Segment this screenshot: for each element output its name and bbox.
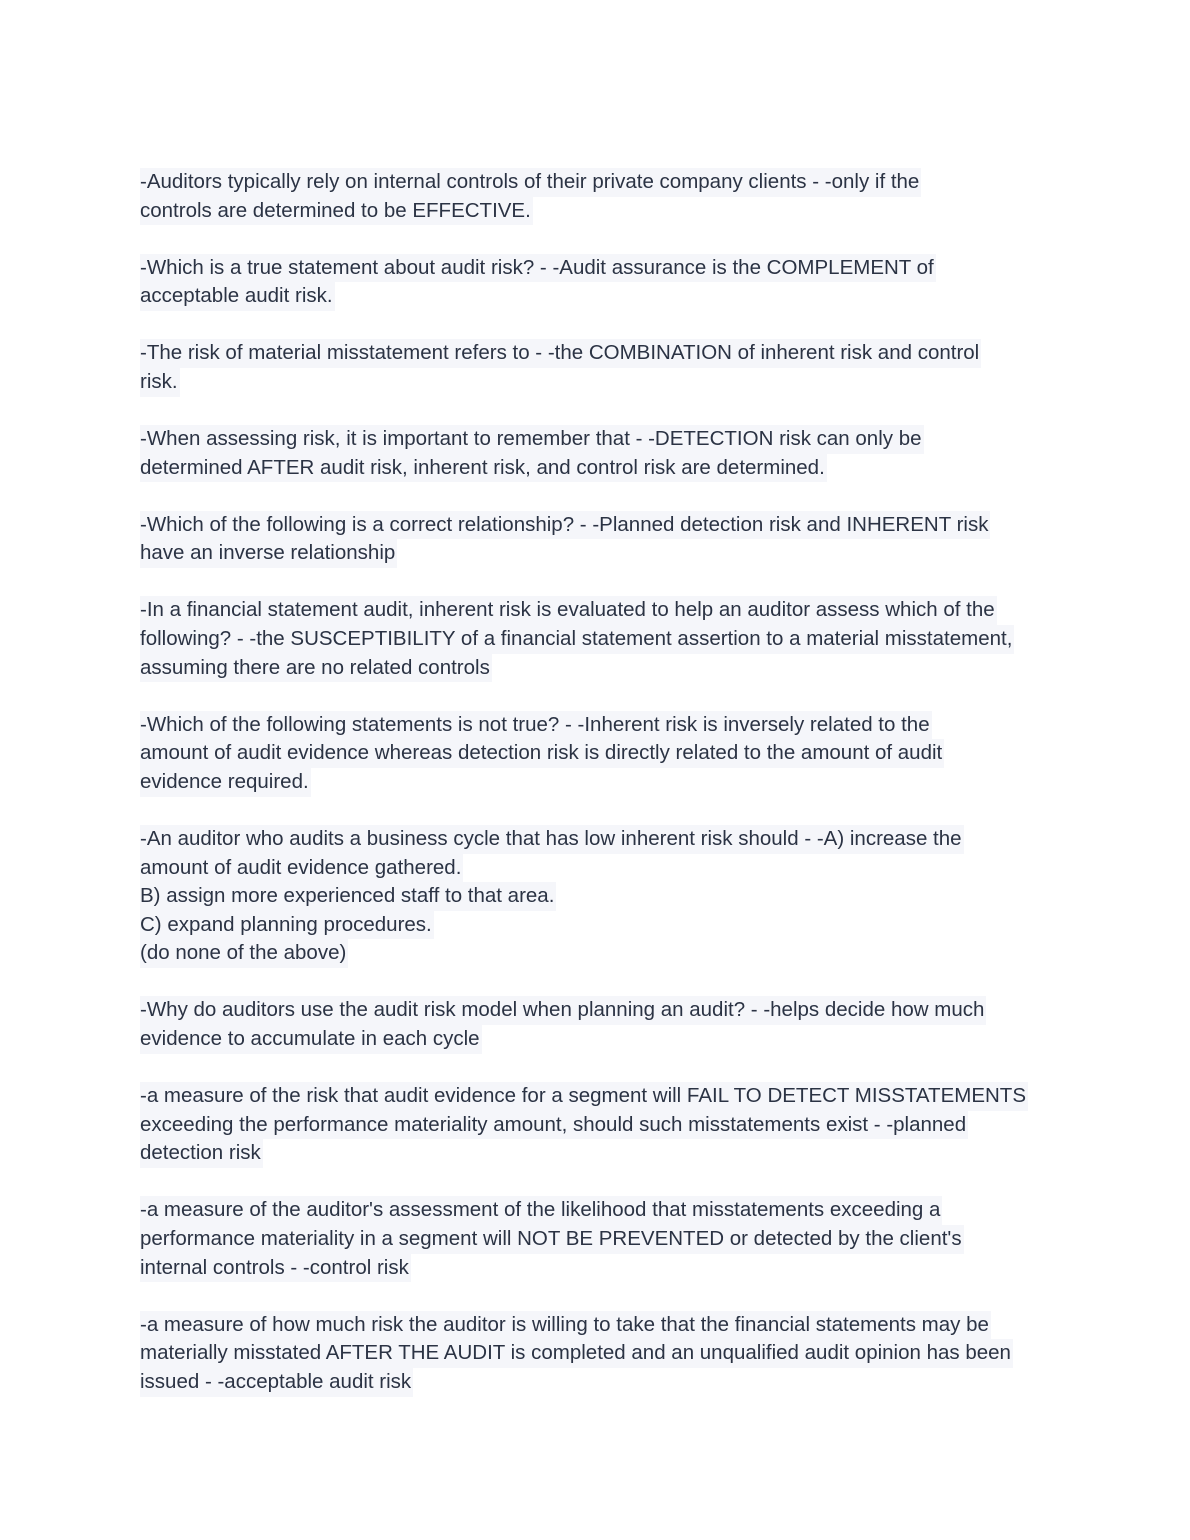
entry-line: exceeding the performance materiality amount, should such misstatements exist - -planned [140,1111,968,1140]
entry-line: risk. [140,368,180,397]
entry-line: issued - -acceptable audit risk [140,1368,413,1397]
qa-entry-9 [140,996,1045,1053]
entry-line: -a measure of the auditor's assessment of the likelihood that misstatements exceeding a [140,1196,942,1225]
entry-line: performance materiality in a segment will NOT BE PREVENTED or detected by the client's [140,1225,964,1254]
entry-line: (do none of the above) [140,939,348,968]
entry-line: assuming there are no related controls [140,654,492,683]
entry-line: B) assign more experienced staff to that area. [140,882,556,911]
entry-line: have an inverse relationship [140,539,397,568]
entry-line: following? - -the SUSCEPTIBILITY of a financial statement assertion to a material misstatement, [140,625,1014,654]
qa-entry-2 [140,254,1045,311]
entry-line: -In a financial statement audit, inherent risk is evaluated to help an auditor assess which of the [140,596,997,625]
entry-line: detection risk [140,1139,263,1168]
entry-line: -a measure of the risk that audit evidence for a segment will FAIL TO DETECT MISSTATEMENTS [140,1082,1028,1111]
qa-entry-10 [140,1082,1045,1168]
entry-line: -Why do auditors use the audit risk model when planning an audit? - -helps decide how much [140,996,986,1025]
qa-entry-11 [140,1196,1045,1282]
entry-line: evidence to accumulate in each cycle [140,1025,482,1054]
qa-entry-5 [140,511,1045,568]
entry-line: -An auditor who audits a business cycle that has low inherent risk should - -A) increase the [140,825,964,854]
qa-entry-7 [140,711,1045,797]
entry-line: acceptable audit risk. [140,282,335,311]
entry-line: -Which is a true statement about audit risk? - -Audit assurance is the COMPLEMENT of [140,254,936,283]
document-page [140,168,1045,1425]
entry-line: evidence required. [140,768,311,797]
entry-line: amount of audit evidence gathered. [140,854,463,883]
entry-line: -When assessing risk, it is important to remember that - -DETECTION risk can only be [140,425,924,454]
entry-line: materially misstated AFTER THE AUDIT is completed and an unqualified audit opinion has been [140,1339,1013,1368]
entry-line: -The risk of material misstatement refers to - -the COMBINATION of inherent risk and control [140,339,981,368]
entry-line: -Which of the following is a correct relationship? - -Planned detection risk and INHERENT risk [140,511,990,540]
entry-line: controls are determined to be EFFECTIVE. [140,197,533,226]
entry-line: determined AFTER audit risk, inherent risk, and control risk are determined. [140,454,827,483]
entry-line: internal controls - -control risk [140,1254,411,1283]
entry-line: amount of audit evidence whereas detection risk is directly related to the amount of audit [140,739,944,768]
qa-entry-12 [140,1311,1045,1397]
qa-entry-6 [140,596,1045,682]
qa-entry-1 [140,168,1045,225]
qa-entry-3 [140,339,1045,396]
entry-line: -Auditors typically rely on internal controls of their private company clients - -only if the [140,168,921,197]
entry-line: -a measure of how much risk the auditor is willing to take that the financial statements may be [140,1311,991,1340]
entry-line: C) expand planning procedures. [140,911,434,940]
entry-line: -Which of the following statements is not true? - -Inherent risk is inversely related to the [140,711,932,740]
qa-entry-8 [140,825,1045,968]
qa-entry-4 [140,425,1045,482]
